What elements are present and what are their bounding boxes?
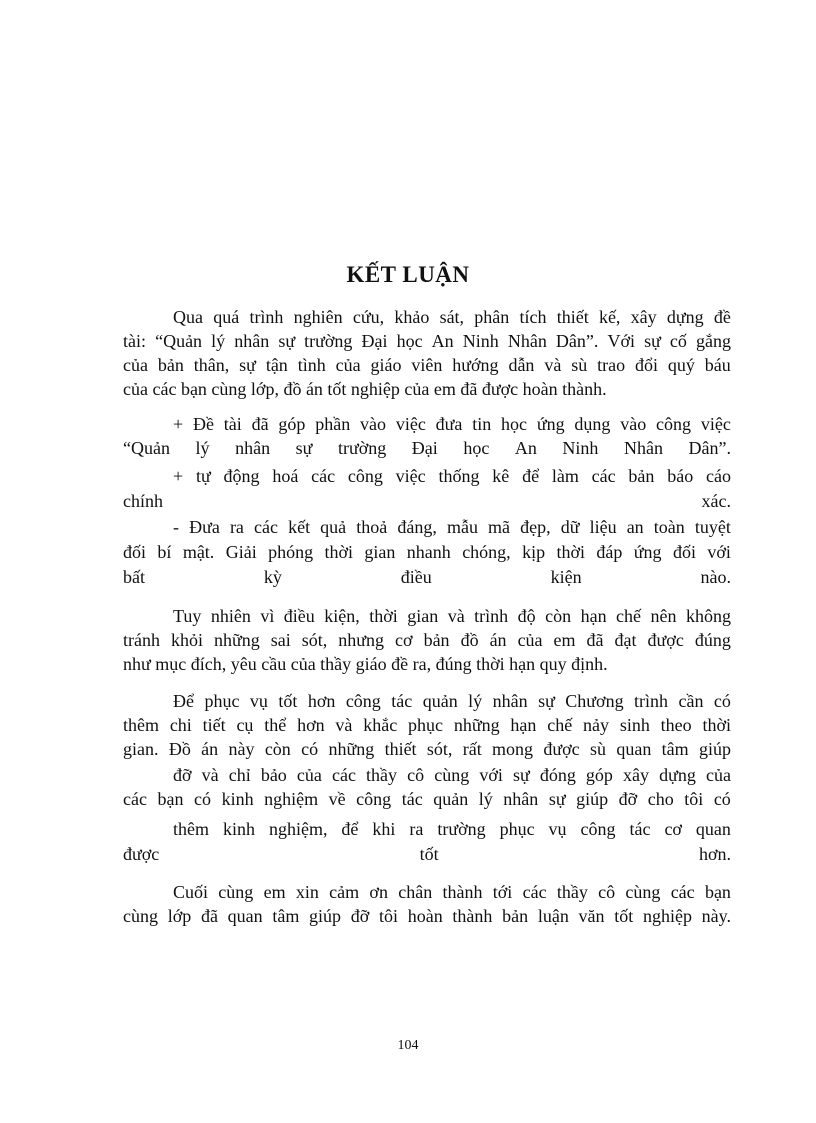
paragraph-line: cùng lớp đã quan tâm giúp đỡ tôi hoàn thành bản luận văn tốt nghiệp này.	[123, 906, 731, 926]
paragraph-line: đỡ và chỉ bảo của các thầy cô cùng với sự đóng góp xây dựng của	[173, 765, 731, 785]
paragraph-line: “Quản lý nhân sự trường Đại học An Ninh Nhân Dân”.	[123, 438, 731, 458]
paragraph-line: Cuối cùng em xin cảm ơn chân thành tới các thầy cô cùng các bạn	[173, 882, 731, 902]
paragraph-line: của các bạn cùng lớp, đồ án tốt nghiệp của em đã được hoàn thành.	[123, 379, 607, 399]
paragraph-line: các bạn có kinh nghiệm về công tác quản lý nhân sự giúp đỡ cho tôi có	[123, 789, 731, 809]
page-title: KẾT LUẬN	[346, 262, 470, 287]
paragraph-line: Qua quá trình nghiên cứu, khảo sát, phân tích thiết kế, xây dựng đề	[173, 307, 731, 327]
paragraph-line: được tốt hơn.	[123, 844, 731, 864]
paragraph-line: Tuy nhiên vì điều kiện, thời gian và trình độ còn hạn chế nên không	[173, 606, 731, 626]
page-number: 104	[397, 1038, 419, 1053]
paragraph-line: của bản thân, sự tận tình của giáo viên hướng dẫn và sù trao đổi quý báu	[123, 355, 731, 375]
paragraph-line: đối bí mật. Giải phóng thời gian nhanh chóng, kịp thời đáp ứng đối với	[123, 542, 731, 562]
paragraph-line: gian. Đồ án này còn có những thiết sót, rất mong được sù quan tâm giúp	[123, 739, 731, 759]
paragraph-line: Để phục vụ tốt hơn công tác quản lý nhân sự Chương trình cần có	[173, 691, 731, 711]
paragraph-line: thêm chi tiết cụ thể hơn và khắc phục những hạn chế nảy sinh theo thời	[123, 715, 731, 735]
paragraph-line: bất kỳ điều kiện nào.	[123, 567, 731, 587]
paragraph-line: tài: “Quản lý nhân sự trường Đại học An Ninh Nhân Dân”. Với sự cố gắng	[123, 331, 731, 351]
paragraph-line: như mục đích, yêu cầu của thầy giáo đề ra, đúng thời hạn quy định.	[123, 654, 608, 674]
paragraph-line: chính xác.	[123, 491, 731, 511]
paragraph-line: thêm kinh nghiệm, để khi ra trường phục vụ công tác cơ quan	[173, 819, 731, 839]
paragraph-line: tránh khỏi những sai sót, nhưng cơ bản đồ án của em đã đạt được đúng	[123, 630, 731, 650]
paragraph-line: + tự động hoá các công việc thống kê để làm các bản báo cáo	[173, 466, 731, 486]
paragraph-line: - Đưa ra các kết quả thoả đáng, mẫu mã đẹp, dữ liệu an toàn tuyệt	[173, 517, 731, 537]
paragraph-line: + Đề tài đã góp phần vào việc đưa tin học ứng dụng vào công việc	[173, 414, 731, 434]
